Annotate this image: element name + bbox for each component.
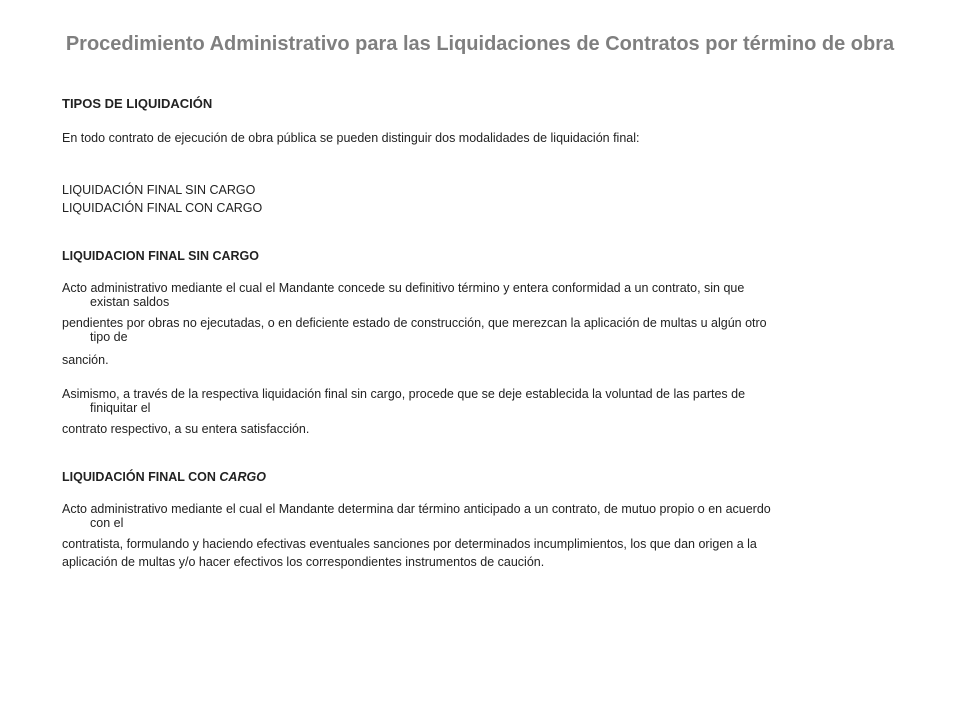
section-heading-con-cargo xyxy=(62,469,922,485)
paragraph-line xyxy=(62,386,922,415)
line-text: Acto administrativo mediante el cual el Mandante concede su definitivo término y entera conformidad a un contrato, sin que xyxy=(62,281,745,295)
line-wrap: tipo de xyxy=(90,330,128,344)
paragraph-line xyxy=(62,280,922,309)
slide-body xyxy=(62,96,922,570)
line-text: Acto administrativo mediante el cual el Mandante determina dar término anticipado a un contrato, de mutuo propio o en acuerdo xyxy=(62,502,771,516)
paragraph-sin-cargo-2 xyxy=(62,386,922,437)
paragraph-line: aplicación de multas y/o hacer efectivos los correspondientes instrumentos de caución. xyxy=(62,555,545,569)
heading-text: LIQUIDACIÓN FINAL CON xyxy=(62,470,220,484)
line-wrap: finiquitar el xyxy=(90,401,151,415)
line-text: pendientes por obras no ejecutadas, o en deficiente estado de construcción, que merezcan la aplicación de multas u algún otro xyxy=(62,316,767,330)
list-item: LIQUIDACIÓN FINAL SIN CARGO xyxy=(62,183,256,197)
paragraph-line xyxy=(62,501,922,530)
section-heading-tipos: TIPOS DE LIQUIDACIÓN xyxy=(62,96,213,111)
paragraph-line xyxy=(62,315,922,344)
intro-paragraph: En todo contrato de ejecución de obra pública se pueden distinguir dos modalidades de liquidación final: xyxy=(62,131,640,145)
paragraph-line: sanción. xyxy=(62,353,109,367)
paragraph-line: contratista, formulando y haciendo efectivas eventuales sanciones por determinados incumplimientos, los que dan origen a la xyxy=(62,537,757,551)
slide-title: Procedimiento Administrativo para las Liquidaciones de Contratos por término de obra xyxy=(65,33,895,55)
paragraph-line: contrato respectivo, a su entera satisfacción. xyxy=(62,422,310,436)
list-item: LIQUIDACIÓN FINAL CON CARGO xyxy=(62,201,263,215)
line-text: Asimismo, a través de la respectiva liquidación final sin cargo, procede que se deje establecida la voluntad de las partes de xyxy=(62,387,746,401)
section-heading-sin-cargo: LIQUIDACION FINAL SIN CARGO xyxy=(62,249,259,263)
paragraph-sin-cargo-1 xyxy=(62,280,922,368)
heading-emphasis: CARGO xyxy=(219,470,266,484)
line-wrap: existan saldos xyxy=(90,295,170,309)
paragraph-con-cargo-1 xyxy=(62,501,922,570)
line-wrap: con el xyxy=(90,516,124,530)
